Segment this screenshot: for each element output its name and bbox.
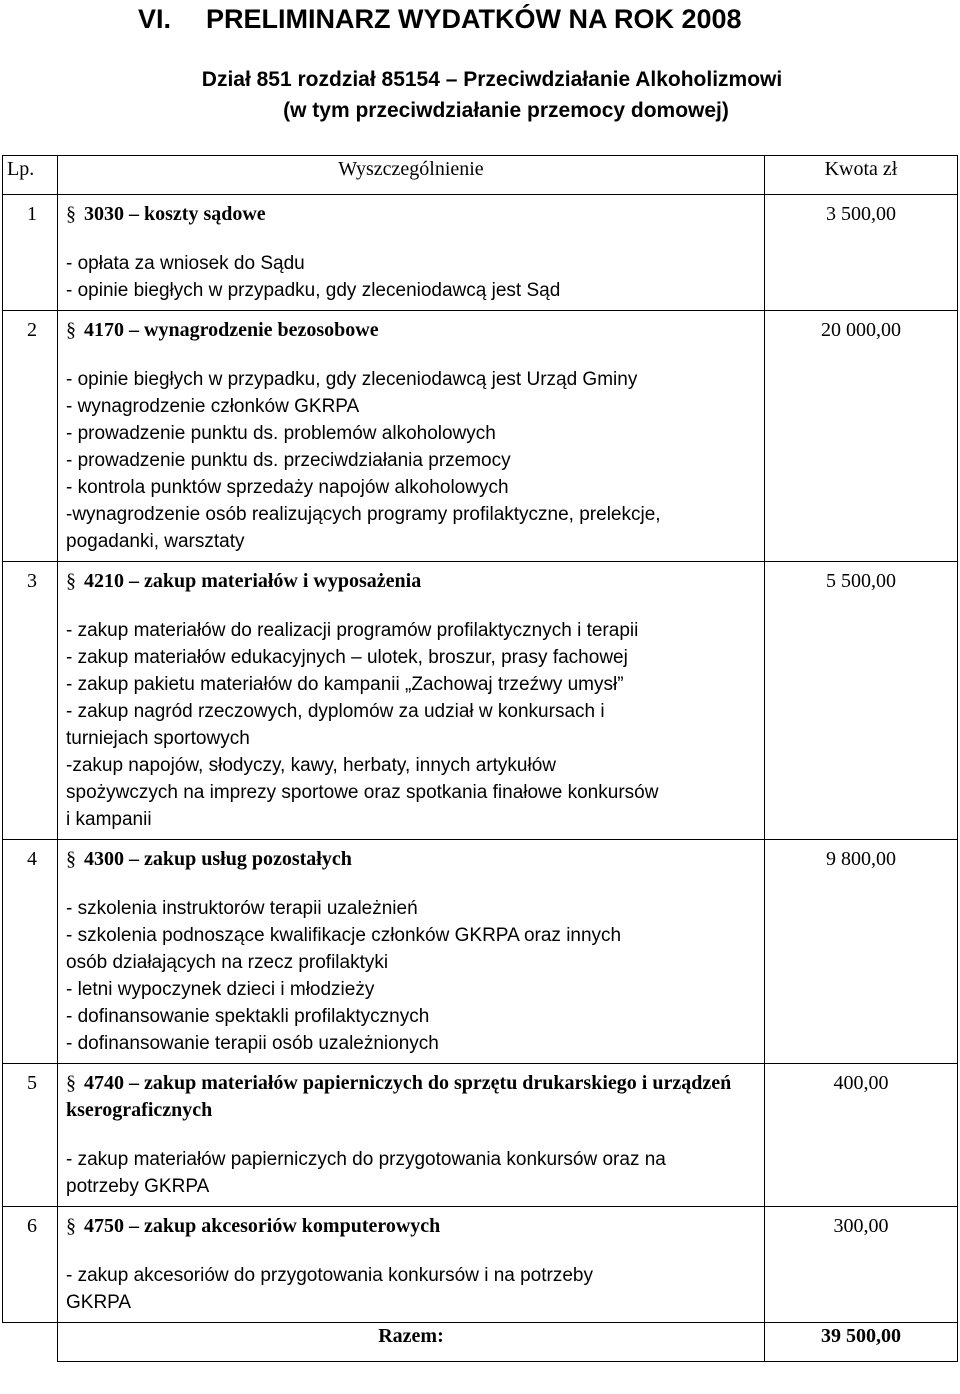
row-item: GKRPA (66, 1292, 132, 1313)
row-item: - zakup akcesoriów do przygotowania konkursów i na potrzeby (66, 1265, 593, 1286)
table-header-row (3, 156, 958, 195)
row-item: - zakup nagród rzeczowych, dyplomów za udział w konkursach i (66, 701, 605, 722)
table-body (3, 195, 958, 1323)
row-item: - szkolenia instruktorów terapii uzależnień (66, 898, 418, 919)
row-item: pogadanki, warsztaty (66, 531, 245, 552)
row-item: -wynagrodzenie osób realizujących programy profilaktyczne, prelekcje, (66, 504, 661, 525)
row-item: - dofinansowanie spektakli profilaktycznych (66, 1006, 430, 1027)
table-row (3, 840, 958, 1064)
row-amount: 9 800,00 (765, 840, 958, 1064)
paragraph-sign: § (66, 1215, 76, 1237)
row-heading-text: 4750 – zakup akcesoriów komputerowych (84, 1215, 441, 1237)
row-heading (66, 846, 758, 873)
row-items (66, 617, 758, 833)
header-lp: Lp. (3, 156, 58, 195)
document-title (0, 4, 960, 38)
total-value: 39 500,00 (765, 1323, 958, 1362)
row-number: 4 (3, 840, 58, 1064)
row-item: - kontrola punktów sprzedaży napojów alkoholowych (66, 477, 509, 498)
row-description (58, 1207, 765, 1323)
row-description (58, 311, 765, 562)
row-heading-text: 4210 – zakup materiałów i wyposażenia (84, 570, 422, 592)
section-title: PRELIMINARZ WYDATKÓW NA ROK 2008 (206, 4, 742, 34)
row-description (58, 1064, 765, 1207)
row-item: osób działających na rzecz profilaktyki (66, 952, 389, 973)
row-item: - opinie biegłych w przypadku, gdy zleceniodawcą jest Urząd Gminy (66, 369, 638, 390)
row-heading-text: 4300 – zakup usług pozostałych (84, 848, 352, 870)
row-item: i kampanii (66, 809, 152, 830)
row-number: 2 (3, 311, 58, 562)
paragraph-sign: § (66, 319, 76, 341)
section-number: VI. (138, 4, 172, 34)
row-items (66, 1146, 758, 1200)
row-amount: 400,00 (765, 1064, 958, 1207)
table-row (3, 195, 958, 311)
row-amount: 20 000,00 (765, 311, 958, 562)
row-item: - zakup materiałów papierniczych do przygotowania konkursów oraz na (66, 1149, 666, 1170)
row-item: - wynagrodzenie członków GKRPA (66, 396, 360, 417)
row-description (58, 562, 765, 840)
row-amount: 300,00 (765, 1207, 958, 1323)
subtitle-line-1: Dział 851 rozdział 85154 – Przeciwdziałanie Alkoholizmowi (201, 68, 783, 91)
paragraph-sign: § (66, 570, 76, 592)
row-item: turniejach sportowych (66, 728, 250, 749)
paragraph-sign: § (66, 848, 76, 870)
row-item: - prowadzenie punktu ds. problemów alkoholowych (66, 423, 496, 444)
row-item: - zakup pakietu materiałów do kampanii „Zachowaj trzeźwy umysł” (66, 674, 624, 695)
row-heading (66, 1070, 758, 1124)
row-item: -zakup napojów, słodyczy, kawy, herbaty, innych artykułów (66, 755, 557, 776)
row-item: - opłata za wniosek do Sądu (66, 253, 305, 274)
subtitle-line-2: (w tym przeciwdziałanie przemocy domowej) (283, 99, 729, 122)
row-number: 1 (3, 195, 58, 311)
row-heading (66, 317, 758, 344)
row-item: - prowadzenie punktu ds. przeciwdziałania przemocy (66, 450, 511, 471)
row-heading-text: 4170 – wynagrodzenie bezosobowe (84, 319, 379, 341)
paragraph-sign: § (66, 203, 76, 225)
row-heading-text: 3030 – koszty sądowe (84, 203, 266, 225)
row-item: - szkolenia podnoszące kwalifikacje członków GKRPA oraz innych (66, 925, 622, 946)
budget-table (2, 155, 958, 1362)
row-items (66, 250, 758, 304)
row-item: - letni wypoczynek dzieci i młodzieży (66, 979, 375, 1000)
row-heading (66, 568, 758, 595)
row-item: - opinie biegłych w przypadku, gdy zleceniodawcą jest Sąd (66, 280, 561, 301)
table-row (3, 1207, 958, 1323)
row-item: spożywczych na imprezy sportowe oraz spotkania finałowe konkursów (66, 782, 659, 803)
row-heading (66, 201, 758, 228)
row-heading (66, 1213, 758, 1240)
row-number: 6 (3, 1207, 58, 1323)
row-items (66, 895, 758, 1057)
row-amount: 3 500,00 (765, 195, 958, 311)
header-amount: Kwota zł (765, 156, 958, 195)
paragraph-sign: § (66, 1072, 76, 1094)
row-items (66, 1262, 758, 1316)
row-item: - zakup materiałów do realizacji programów profilaktycznych i terapii (66, 620, 639, 641)
row-amount: 5 500,00 (765, 562, 958, 840)
row-item: - dofinansowanie terapii osób uzależnionych (66, 1033, 439, 1054)
row-item: potrzeby GKRPA (66, 1176, 210, 1197)
row-items (66, 366, 758, 555)
row-description (58, 195, 765, 311)
row-heading-text: 4740 – zakup materiałów papierniczych do sprzętu drukarskiego i urządzeń kserograficznych (66, 1072, 732, 1121)
row-number: 3 (3, 562, 58, 840)
table-row (3, 311, 958, 562)
total-row (3, 1323, 958, 1362)
row-description (58, 840, 765, 1064)
row-number: 5 (3, 1064, 58, 1207)
table-row (3, 562, 958, 840)
row-item: - zakup materiałów edukacyjnych – ulotek, broszur, prasy fachowej (66, 647, 628, 668)
header-description: Wyszczególnienie (58, 156, 765, 195)
total-label: Razem: (58, 1323, 765, 1362)
table-row (3, 1064, 958, 1207)
